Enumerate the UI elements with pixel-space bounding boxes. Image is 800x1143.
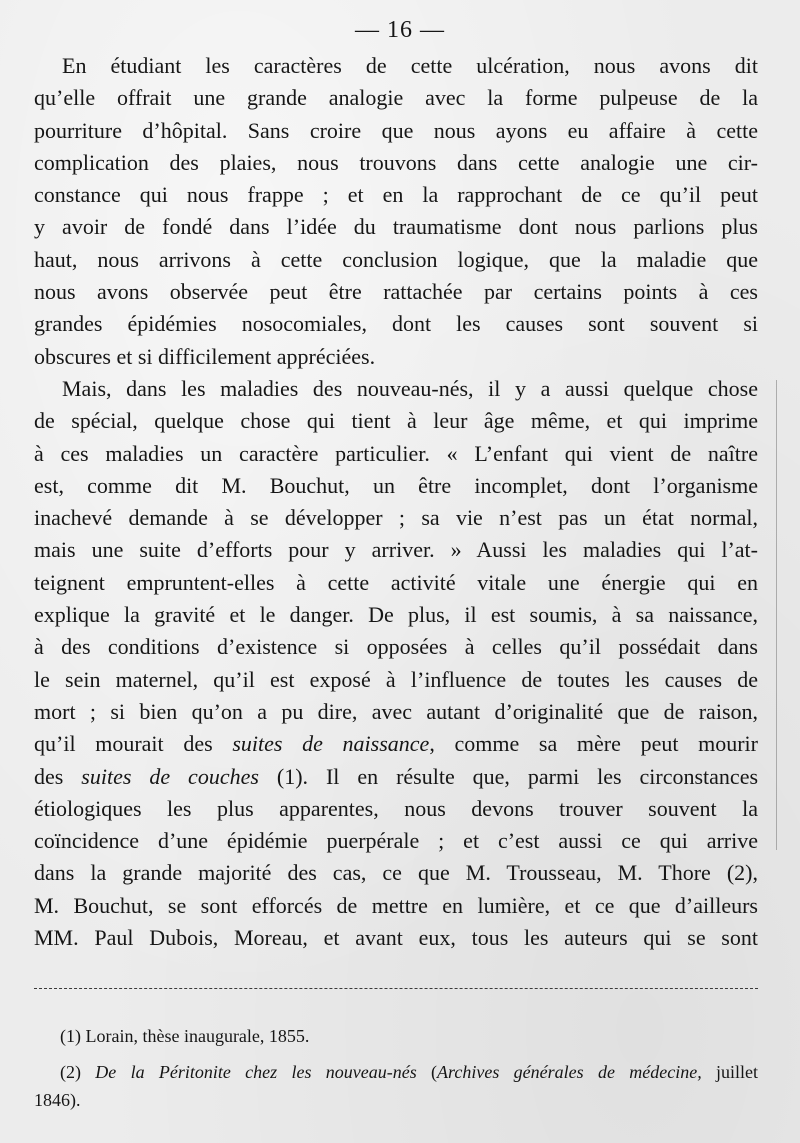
body-text: [34, 50, 758, 954]
text-line: est, comme dit M. Bouchut, un être incomplet, dont l’organisme: [34, 472, 758, 498]
text-line: à des conditions d’existence si opposées à celles qu’il possédait dans: [34, 634, 758, 660]
footnote-gap: [34, 1050, 758, 1058]
footnote-separator: [34, 988, 758, 989]
text-line: M. Bouchut, se sont efforcés de mettre en lumière, et ce que d’ailleurs: [34, 892, 758, 918]
text-line-with-italic: [34, 728, 758, 760]
text-line: mort ; si bien qu’on a pu dire, avec autant d’originalité que de raison,: [34, 698, 758, 724]
footnote-2-journal: Archives générales de médecine,: [437, 1062, 702, 1082]
italic-phrase: suites de couches: [81, 763, 259, 789]
italic-phrase: suites de naissance: [232, 731, 430, 757]
text-line: à ces maladies un caractère particulier. « L’enfant qui vient de naître: [34, 440, 758, 466]
footnote-1: (1) Lorain, thèse inaugurale, 1855.: [60, 1026, 310, 1046]
text-line: étiologiques les plus apparentes, nous devons trouver souvent la: [34, 795, 758, 821]
text-line: Mais, dans les maladies des nouveau-nés, il y a aussi quelque chose: [62, 375, 758, 401]
text-line: haut, nous arrivons à cette conclusion logique, que la maladie que: [34, 246, 758, 272]
text-line: le sein maternel, qu’il est exposé à l’influence de toutes les causes de: [34, 666, 758, 692]
footnote-2-number: (2): [60, 1062, 96, 1082]
footnote-2-continuation: 1846).: [34, 1090, 81, 1110]
text-line: complication des plaies, nous trouvons dans cette analogie une cir-: [34, 149, 758, 175]
text-line: grandes épidémies nosocomiales, dont les causes sont souvent si: [34, 311, 758, 337]
text-run: des: [34, 763, 82, 789]
page-edge-shadow: [776, 380, 777, 850]
footnote-2: [34, 1058, 758, 1086]
text-line: coïncidence d’une épidémie puerpérale ; et c’est aussi ce qui arrive: [34, 828, 758, 854]
text-line: y avoir de fondé dans l’idée du traumatisme dont nous parlions plus: [34, 214, 758, 240]
text-line: nous avons observée peut être rattachée par certains points à ces: [34, 279, 758, 305]
text-line: pourriture d’hôpital. Sans croire que nous ayons eu affaire à cette: [34, 117, 758, 143]
footnotes: [34, 1022, 758, 1114]
text-line: MM. Paul Dubois, Moreau, et avant eux, tous les auteurs qui se sont: [34, 925, 758, 951]
text-line: explique la gravité et le danger. De plus, il est soumis, à sa naissance,: [34, 602, 758, 628]
text-line: qu’elle offrait une grande analogie avec la forme pulpeuse de la: [34, 85, 758, 111]
text-run: (1). Il en résulte que, parmi les circonstances: [258, 763, 759, 789]
text-run: qu’il mourait des: [34, 731, 233, 757]
footnote-2-title: De la Péritonite chez les nouveau-nés: [95, 1062, 417, 1082]
text-line: de spécial, quelque chose qui tient à leur âge même, et qui imprime: [34, 408, 758, 434]
text-line: constance qui nous frappe ; et en la rapprochant de ce qu’il peut: [34, 182, 758, 208]
text-run: (: [416, 1062, 438, 1082]
text-line: En étudiant les caractères de cette ulcération, nous avons dit: [62, 53, 758, 78]
text-line-with-italic: [34, 761, 758, 793]
text-run: , comme sa mère peut mourir: [429, 731, 758, 757]
text-line: obscures et si difficilement appréciées.: [34, 343, 376, 369]
text-line: dans la grande majorité des cas, ce que M. Trousseau, M. Thore (2),: [34, 860, 758, 886]
text-line: inachevé demande à se développer ; sa vie n’est pas un état normal,: [34, 505, 758, 531]
text-run: juillet: [701, 1062, 759, 1082]
page-number: — 16 —: [355, 17, 445, 43]
text-line: teignent empruntent-elles à cette activité vitale une énergie qui en: [34, 569, 758, 595]
text-line: mais une suite d’efforts pour y arriver. » Aussi les maladies qui l’at-: [34, 537, 758, 563]
